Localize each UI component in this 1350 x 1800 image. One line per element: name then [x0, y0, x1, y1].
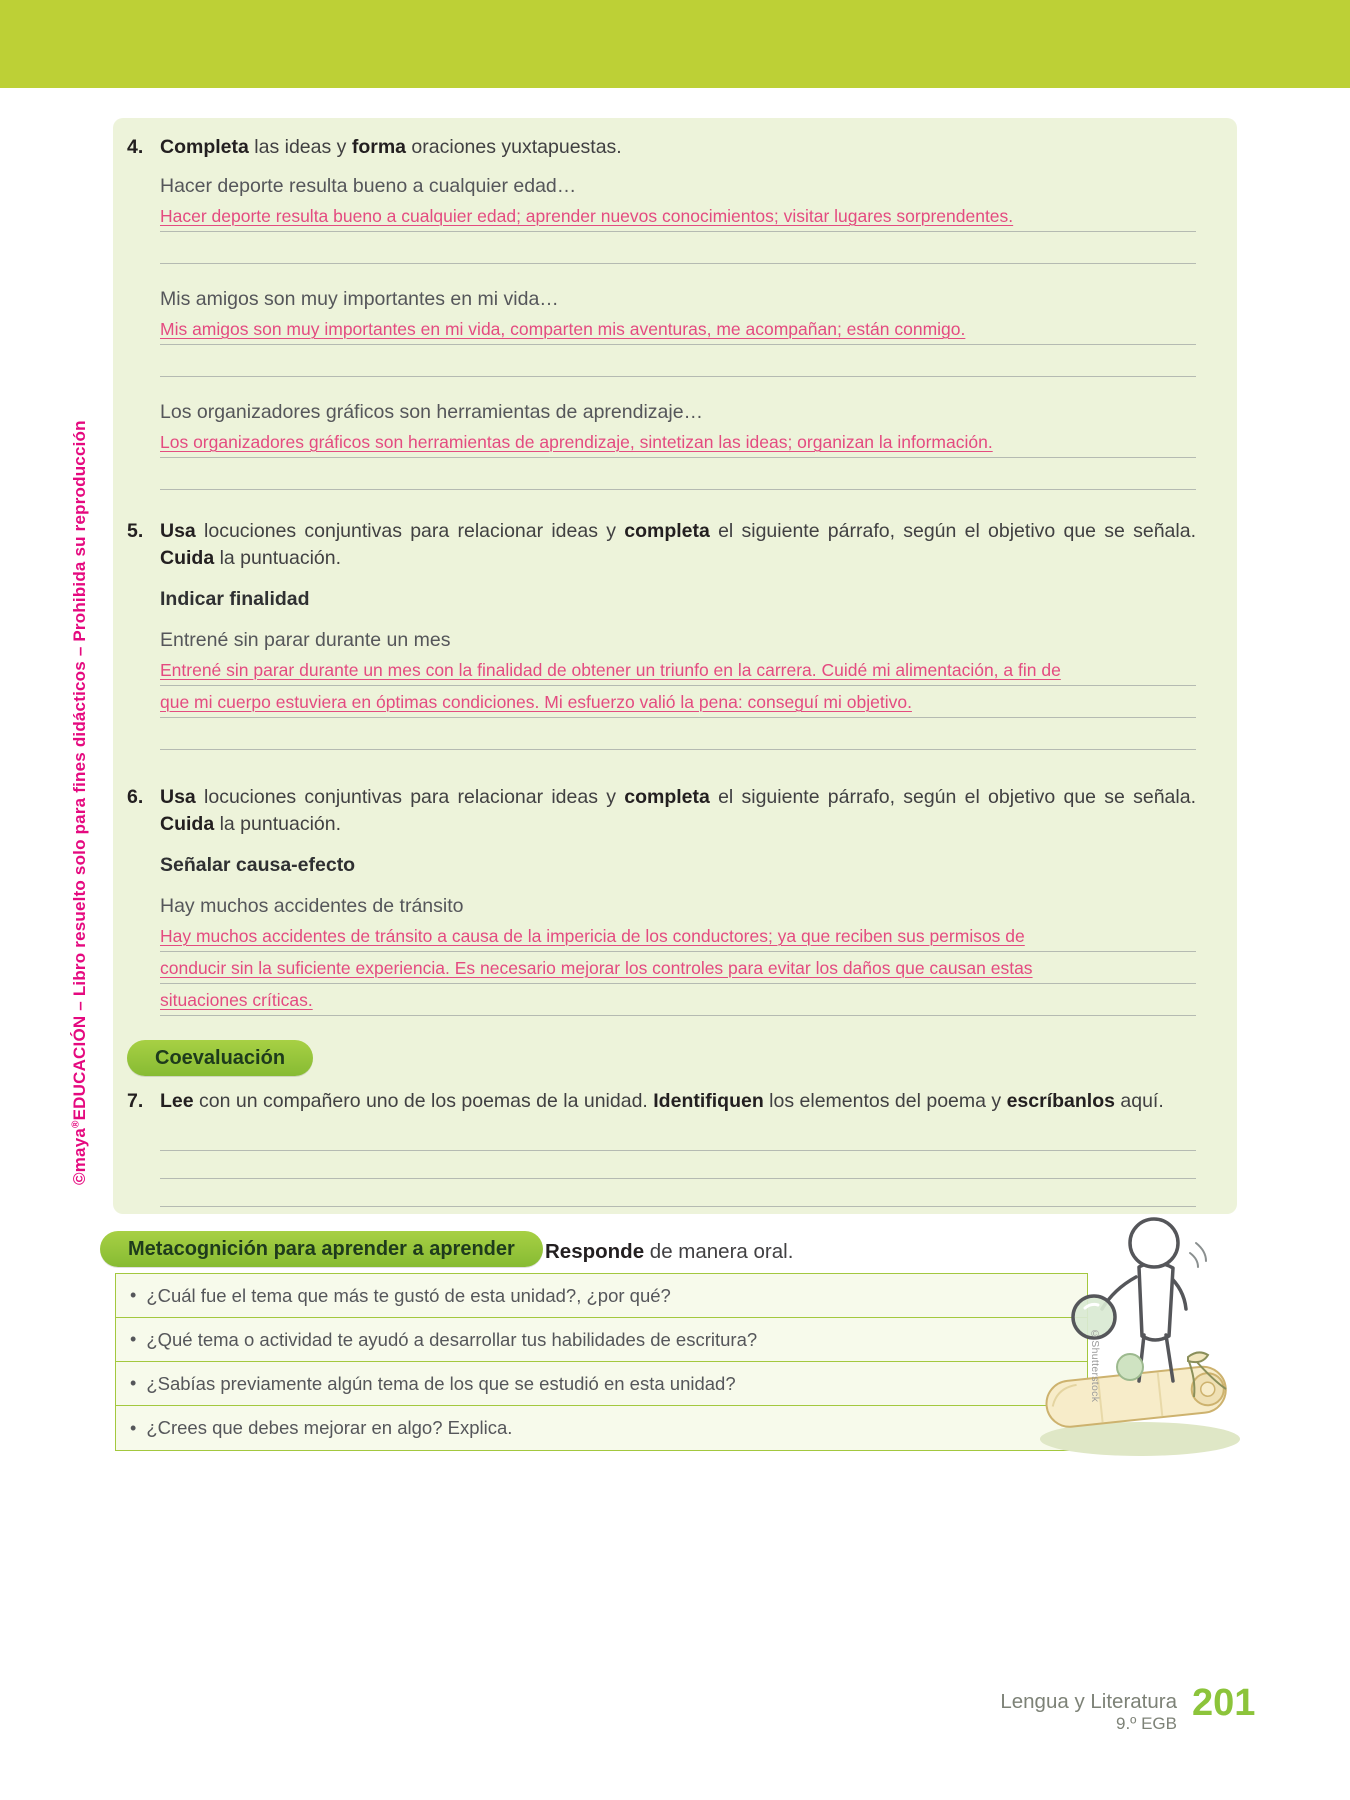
bullet-icon: • — [130, 1329, 137, 1349]
coevaluacion-badge: Coevaluación — [127, 1040, 313, 1076]
item-answer-line — [160, 686, 1196, 718]
item-prompt: Mis amigos son muy importantes en mi vida… — [160, 288, 559, 310]
item-answer-line — [160, 920, 1196, 952]
handwritten-answer: Hacer deporte resulta bueno a cualquier edad; aprender nuevos conocimientos; visitar lugares sorprendentes. — [160, 206, 1014, 226]
question-row — [116, 1406, 1087, 1450]
handwritten-answer: Entrené sin parar durante un mes con la finalidad de obtener un triunfo en la carrera. Cuidé mi alimentación, a fin de — [160, 660, 1061, 680]
handwritten-answer: Hay muchos accidentes de tránsito a causa de la impericia de los conductores; ya que reciben sus permisos de — [160, 926, 1025, 946]
exercise-4-number: 4. — [127, 136, 144, 158]
exercise-5-objective: Indicar finalidad — [160, 588, 310, 610]
person-figure — [1102, 1219, 1186, 1381]
exercise-5-number: 5. — [127, 520, 144, 542]
exercise-4-item-3 — [160, 399, 1196, 490]
question-row — [116, 1362, 1087, 1406]
handwritten-answer: Mis amigos son muy importantes en mi vida, comparten mis aventuras, me acompañan; están conmigo. — [160, 319, 966, 339]
metacognicion-questions-box — [115, 1273, 1088, 1451]
item-answer-line — [160, 984, 1196, 1016]
exercise-7-instruction: Lee con un compañero uno de los poemas de la unidad. Identifiquen los elementos del poema y escríbanlos aquí. — [160, 1090, 1164, 1112]
publisher-copyright-text: EDUCACIÓN – Libro resuelto solo para fines didácticos – Prohibida su reproducción — [70, 420, 89, 1121]
writing-blank-line — [160, 1123, 1196, 1151]
handwritten-answer: que mi cuerpo estuviera en óptimas condiciones. Mi esfuerzo valió la pena: conseguí mi objetivo. — [160, 692, 912, 712]
writing-blank-line — [160, 458, 1196, 490]
bubble — [1117, 1354, 1143, 1380]
footer-subject-block — [900, 1690, 1177, 1734]
student-with-magnifier-illustration — [1038, 1205, 1250, 1463]
handwritten-answer: situaciones críticas. — [160, 990, 313, 1010]
item-answer-line — [160, 200, 1196, 232]
exercise-7 — [127, 1088, 1196, 1207]
bullet-icon: • — [130, 1417, 137, 1438]
question-text: ¿Crees que debes mejorar en algo? Explica. — [146, 1417, 513, 1438]
bullet-icon: • — [130, 1285, 137, 1305]
writing-blank-line — [160, 232, 1196, 264]
footer-grade: 9.º EGB — [1115, 1714, 1177, 1733]
question-text: ¿Sabías previamente algún tema de los que se estudió en esta unidad? — [146, 1372, 736, 1394]
item-answer-line — [160, 952, 1196, 984]
bullet-icon: • — [130, 1373, 137, 1393]
exercise-7-number: 7. — [127, 1090, 144, 1112]
handwritten-answer: conducir sin la suficiente experiencia. Es necesario mejorar los controles para evitar los daños que causan estas — [160, 958, 1033, 978]
metacognicion-badge: Metacognición para aprender a aprender — [100, 1231, 543, 1267]
question-row — [116, 1318, 1087, 1362]
question-text: ¿Cuál fue el tema que más te gustó de esta unidad?, ¿por qué? — [146, 1284, 671, 1306]
writing-blank-line — [160, 718, 1196, 750]
publisher-copyright-sidebar — [70, 420, 90, 1185]
item-answer-line — [160, 654, 1196, 686]
item-prompt: Los organizadores gráficos son herramientas de aprendizaje… — [160, 401, 704, 423]
writing-blank-line — [160, 345, 1196, 377]
exercise-6-objective: Señalar causa-efecto — [160, 854, 356, 876]
exercise-5 — [127, 518, 1196, 750]
page-number: 201 — [1192, 1682, 1256, 1724]
item-prompt: Hacer deporte resulta bueno a cualquier edad… — [160, 175, 577, 197]
question-row — [116, 1274, 1087, 1318]
metacognicion-responde: Responde de manera oral. — [545, 1240, 794, 1263]
top-color-band — [0, 0, 1350, 88]
exercise-4-item-2 — [160, 286, 1196, 377]
exercise-5-instruction: Usa locuciones conjuntivas para relacionar ideas y completa el siguiente párrafo, según el objetivo que se señala. Cuida la puntuación. — [160, 520, 1196, 569]
stock-photo-credit: ©Shutterstock — [1089, 1328, 1101, 1403]
exercise-4-item-1 — [160, 173, 1196, 264]
exercise-6-instruction: Usa locuciones conjuntivas para relacionar ideas y completa el siguiente párrafo, según el objetivo que se señala. Cuida la puntuación. — [160, 786, 1196, 835]
exercise-6-number: 6. — [127, 786, 144, 808]
writing-blank-line — [160, 1179, 1196, 1207]
motion-lines — [1190, 1243, 1206, 1267]
exercise-4 — [127, 134, 1196, 490]
person-head — [1130, 1219, 1178, 1267]
exercise-4-instruction: Completa las ideas y forma oraciones yuxtapuestas. — [160, 136, 622, 158]
handwritten-answer: Los organizadores gráficos son herramientas de aprendizaje, sintetizan las ideas; organizan la información. — [160, 432, 993, 452]
publisher-brand: ©maya — [70, 1127, 89, 1185]
item-answer-line — [160, 426, 1196, 458]
writing-blank-line — [160, 1151, 1196, 1179]
registered-mark: ® — [70, 1120, 82, 1128]
footer-subject: Lengua y Literatura — [1000, 1690, 1177, 1713]
exercise-6 — [127, 784, 1196, 1016]
question-text: ¿Qué tema o actividad te ayudó a desarrollar tus habilidades de escritura? — [146, 1328, 758, 1350]
exercise-5-prompt: Entrené sin parar durante un mes — [160, 629, 451, 651]
item-answer-line — [160, 313, 1196, 345]
exercises-panel — [113, 118, 1237, 1214]
exercise-6-prompt: Hay muchos accidentes de tránsito — [160, 895, 464, 917]
